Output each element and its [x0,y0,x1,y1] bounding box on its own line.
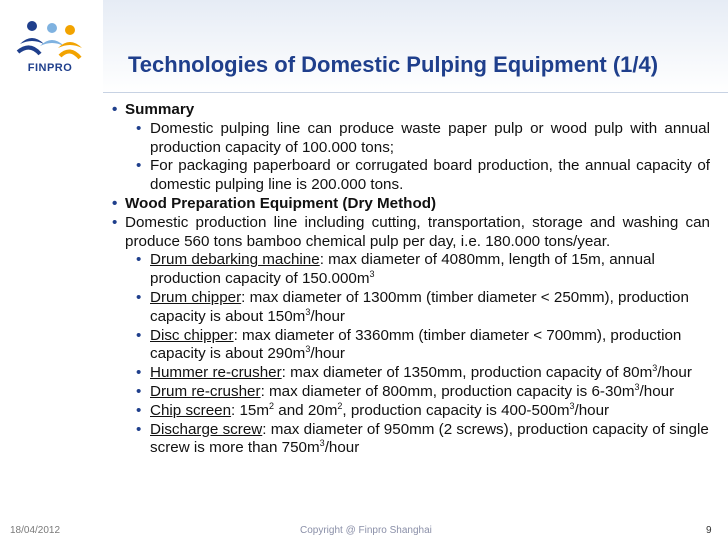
equipment-item [110,383,710,402]
equipment-item [110,289,710,327]
page-title: Technologies of Domestic Pulping Equipment (1/4) [128,52,659,77]
page-number: 9 [706,525,712,536]
equipment-spec: and 20m [274,401,338,419]
equipment-spec: : max diameter of 800mm, production capacity is 6-30m [260,382,635,400]
equipment-item [110,251,710,289]
summary-item: • For packaging paperboard or corrugated board production, the annual capacity of domestic pulping line is 200.000 tons. [110,157,710,195]
superscript: 3 [369,269,375,280]
equipment-name: Disc chipper [150,326,234,344]
footer-date: 18/04/2012 [10,525,61,536]
equipment-name: Discharge screw [150,420,263,438]
equipment-spec: : 15m [231,401,270,419]
equipment-item [110,364,710,383]
superscript: 3 [319,438,325,449]
equipment-spec: : max diameter of 1350mm, production capacity of 80m [281,364,653,382]
equipment-spec-unit: /hour [310,345,345,363]
superscript: 3 [305,306,311,317]
wood-prep-intro: • Domestic production line including cutting, transportation, storage and washing can produce 560 tons bamboo chemical pulp per day, i.e. 180.000 tons/year. [110,214,710,252]
equipment-spec: : max diameter of 3360mm (timber diameter < 700mm), production capacity is about 290m [150,326,682,363]
superscript: 3 [569,400,575,411]
equipment-spec-unit: /hour [574,401,610,419]
superscript: 2 [337,400,343,411]
superscript: 3 [634,381,640,392]
equipment-item [110,402,710,421]
wood-prep-heading: • Wood Preparation Equipment (Dry Method) [110,195,710,214]
slide-content [110,101,710,458]
equipment-name: Drum re-crusher [150,382,261,400]
equipment-spec: : max diameter of 1300mm (timber diameter < 250mm), production capacity is about 150m [150,288,689,325]
equipment-name: Drum debarking machine [150,251,320,269]
equipment-spec: : max diameter of 950mm (2 screws), production capacity of single screw is more than 750m [150,420,709,457]
sidebar [0,0,103,546]
equipment-spec-unit: /hour [639,382,675,400]
equipment-spec-unit: /hour [324,439,360,457]
equipment-spec: , production capacity is 400-500m [342,401,570,419]
equipment-name: Chip screen [150,401,232,419]
summary-heading: • Summary [110,101,710,120]
superscript: 2 [269,400,275,411]
equipment-name: Drum chipper [150,288,242,306]
equipment-spec-unit: /hour [657,364,692,382]
title-divider [103,92,728,93]
superscript: 3 [305,344,311,355]
equipment-item [110,327,710,365]
brand-name: FINPRO [27,62,73,74]
footer-copyright: Copyright @ Finpro Shanghai [300,525,432,536]
equipment-item [110,421,710,459]
summary-item: • Domestic pulping line can produce waste paper pulp or wood pulp with annual production capacity of 100.000 tons; [110,120,710,158]
finpro-logo [10,14,90,80]
finpro-figures-icon [10,14,90,62]
equipment-spec: : max diameter of 4080mm, length of 15m, annual production capacity of 150.000m [150,251,655,288]
equipment-name: Hummer re-crusher [150,364,282,382]
superscript: 3 [652,363,658,374]
equipment-spec-unit: /hour [310,307,345,325]
